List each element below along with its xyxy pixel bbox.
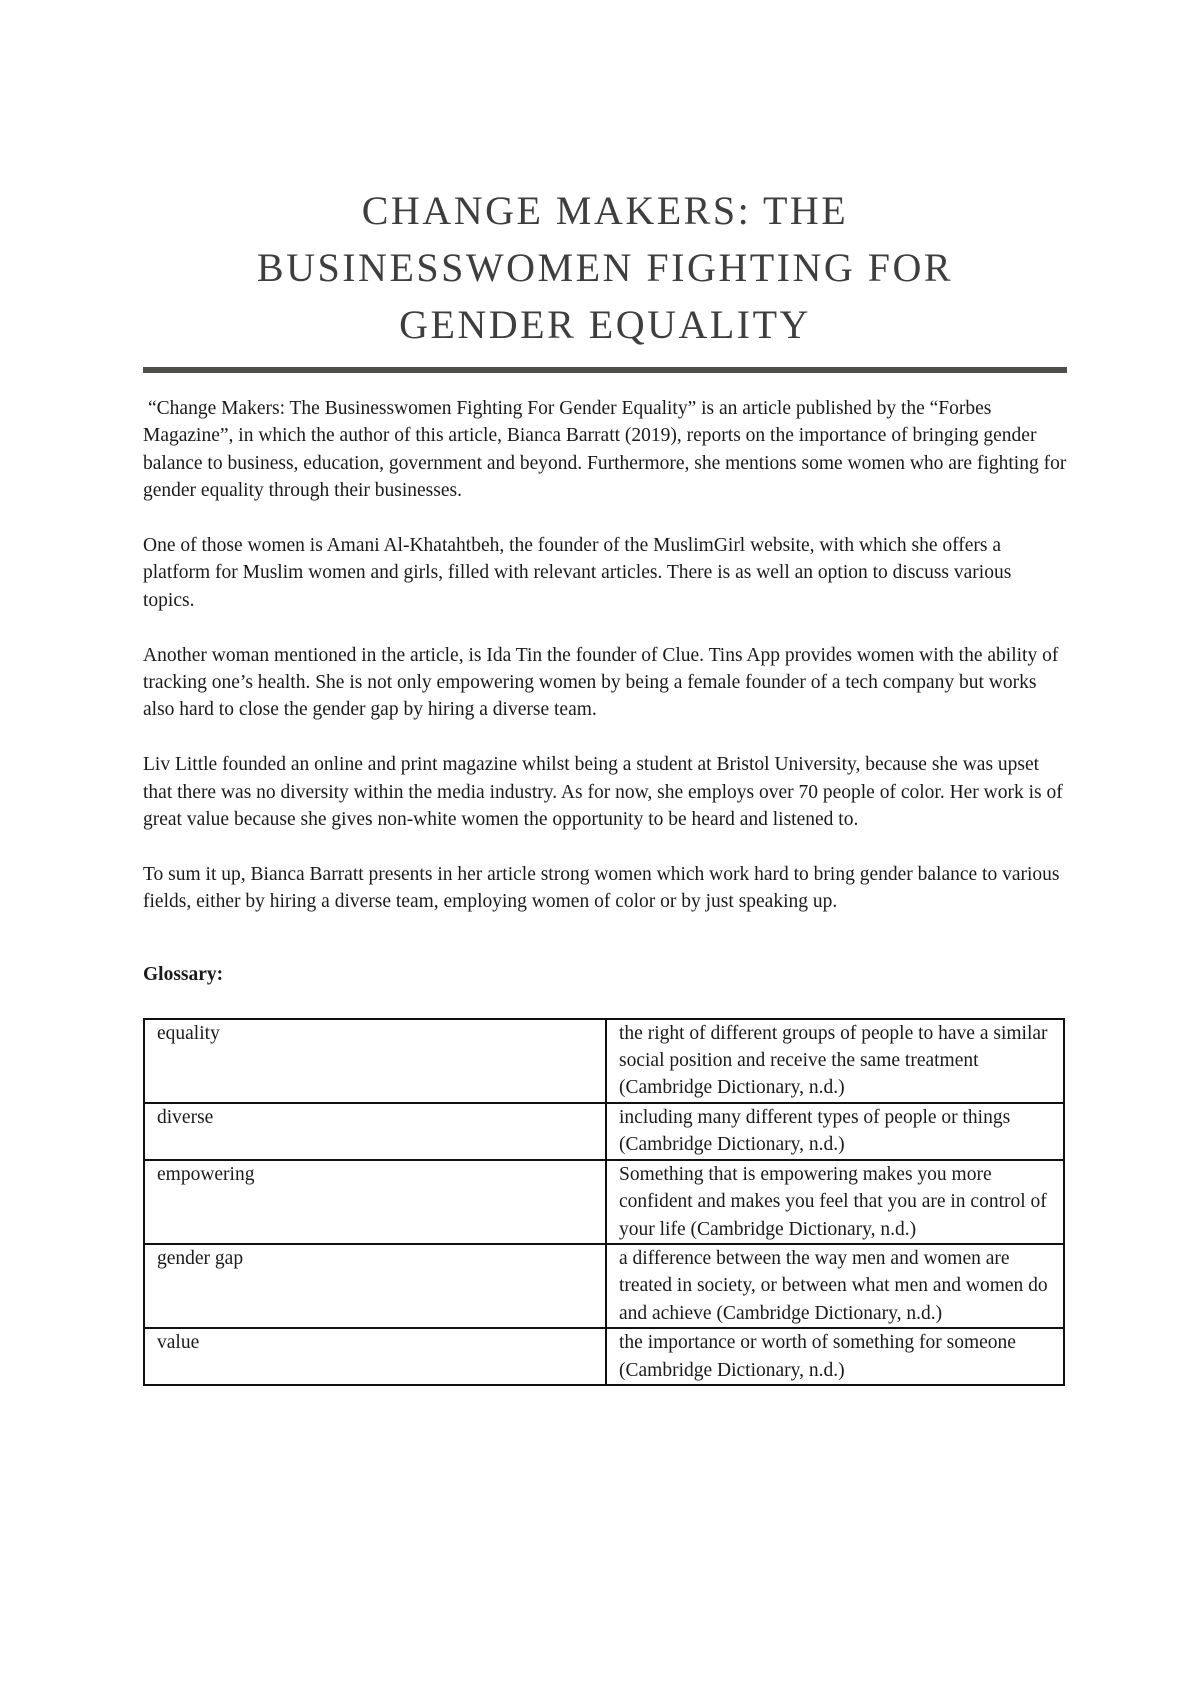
glossary-term: diverse bbox=[144, 1103, 606, 1160]
glossary-term: empowering bbox=[144, 1160, 606, 1244]
glossary-definition: including many different types of people or things (Cambridge Dictionary, n.d.) bbox=[606, 1103, 1064, 1160]
table-row bbox=[144, 1328, 1064, 1385]
title-divider bbox=[143, 367, 1067, 373]
document-page bbox=[143, 0, 1067, 1386]
glossary-term: gender gap bbox=[144, 1244, 606, 1328]
glossary-definition: the importance or worth of something for someone (Cambridge Dictionary, n.d.) bbox=[606, 1328, 1064, 1385]
paragraph: One of those women is Amani Al-Khatahtbeh, the founder of the MuslimGirl website, with which she offers a platform for Muslim women and girls, filled with relevant articles. There is as well an option to discuss various topics. bbox=[143, 535, 1012, 611]
glossary-definition: the right of different groups of people to have a similar social position and receive the same treatment (Cambridge Dictionary, n.d.) bbox=[606, 1019, 1064, 1103]
table-row bbox=[144, 1244, 1064, 1328]
paragraph: Liv Little founded an online and print magazine whilst being a student at Bristol University, because she was upset that there was no diversity within the media industry. As for now, she employs over 70 people of color. Her work is of great value because she gives non-white women the opportunity to be heard and listened to. bbox=[143, 754, 1063, 831]
document-title bbox=[143, 0, 1067, 353]
glossary-definition: Something that is empowering makes you more confident and makes you feel that you are in control of your life (Cambridge Dictionary, n.d.) bbox=[606, 1160, 1064, 1244]
table-row bbox=[144, 1160, 1064, 1244]
title-line: BUSINESSWOMEN FIGHTING FOR bbox=[256, 245, 954, 290]
table-row bbox=[144, 1019, 1064, 1103]
table-row bbox=[144, 1103, 1064, 1160]
glossary-definition: a difference between the way men and women are treated in society, or between what men and women do and achieve (Cambridge Dictionary, n.d.) bbox=[606, 1244, 1064, 1328]
glossary-term: value bbox=[144, 1328, 606, 1385]
glossary-table bbox=[143, 1018, 1065, 1386]
title-line: CHANGE MAKERS: THE bbox=[361, 188, 849, 233]
article-summary bbox=[143, 395, 1067, 916]
glossary-heading: Glossary: bbox=[143, 963, 224, 985]
paragraph: “Change Makers: The Businesswomen Fighting For Gender Equality” is an article published by the “Forbes Magazine”, in which the author of this article, Bianca Barratt (2019), reports on the importance of bringing gender balance to business, education, government and beyond. Furthermore, she mentions some women who are fighting for gender equality through their businesses. bbox=[143, 398, 1067, 502]
paragraph: To sum it up, Bianca Barratt presents in her article strong women which work hard to bring gender balance to various fields, either by hiring a diverse team, employing women of color or by just speaking up. bbox=[143, 863, 1060, 913]
title-line: GENDER EQUALITY bbox=[399, 302, 811, 347]
glossary-term: equality bbox=[144, 1019, 606, 1103]
paragraph: Another woman mentioned in the article, is Ida Tin the founder of Clue. Tins App provides women with the ability of tracking one’s health. She is not only empowering women by being a female founder of a tech company but works also hard to close the gender gap by hiring a diverse team. bbox=[143, 644, 1059, 721]
